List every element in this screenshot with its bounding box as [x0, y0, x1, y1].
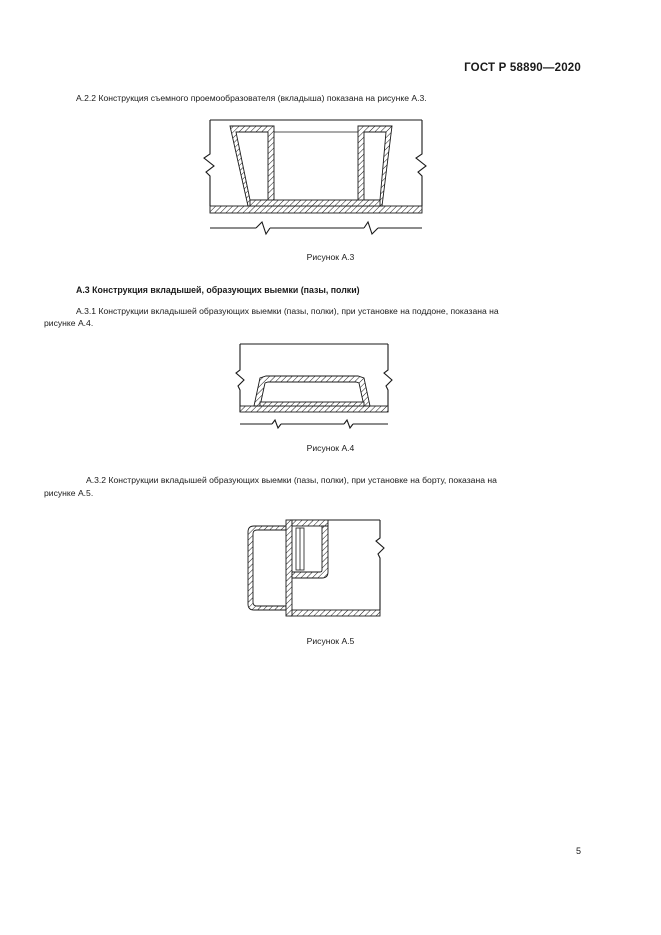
page-number: 5 — [576, 846, 582, 856]
figure-a3-caption: Рисунок А.3 — [306, 252, 355, 262]
document-code: ГОСТ Р 58890—2020 — [464, 62, 581, 74]
paragraph-a22: А.2.2 Конструкция съемного проемообразователя (вкладыша) показана на рисунке А.3. — [76, 93, 427, 103]
paragraph-a32-line2: рисунке А.5. — [44, 488, 94, 498]
figure-a4-caption: Рисунок А.4 — [306, 443, 355, 453]
figure-a5-drawing — [240, 514, 390, 618]
figure-a5-caption: Рисунок А.5 — [306, 636, 355, 646]
paragraph-a32-line1: А.3.2 Конструкции вкладышей образующих выемки (пазы, полки), при установке на борту, показана на — [86, 475, 497, 485]
section-heading-a3: А.3 Конструкция вкладышей, образующих выемки (пазы, полки) — [76, 285, 360, 295]
figure-a4-drawing — [232, 340, 394, 432]
paragraph-a31-line2: рисунке А.4. — [44, 318, 94, 328]
figure-a3-drawing — [200, 114, 430, 238]
paragraph-a31-line1: А.3.1 Конструкции вкладышей образующих выемки (пазы, полки), при установке на поддоне, показана на — [76, 306, 499, 316]
